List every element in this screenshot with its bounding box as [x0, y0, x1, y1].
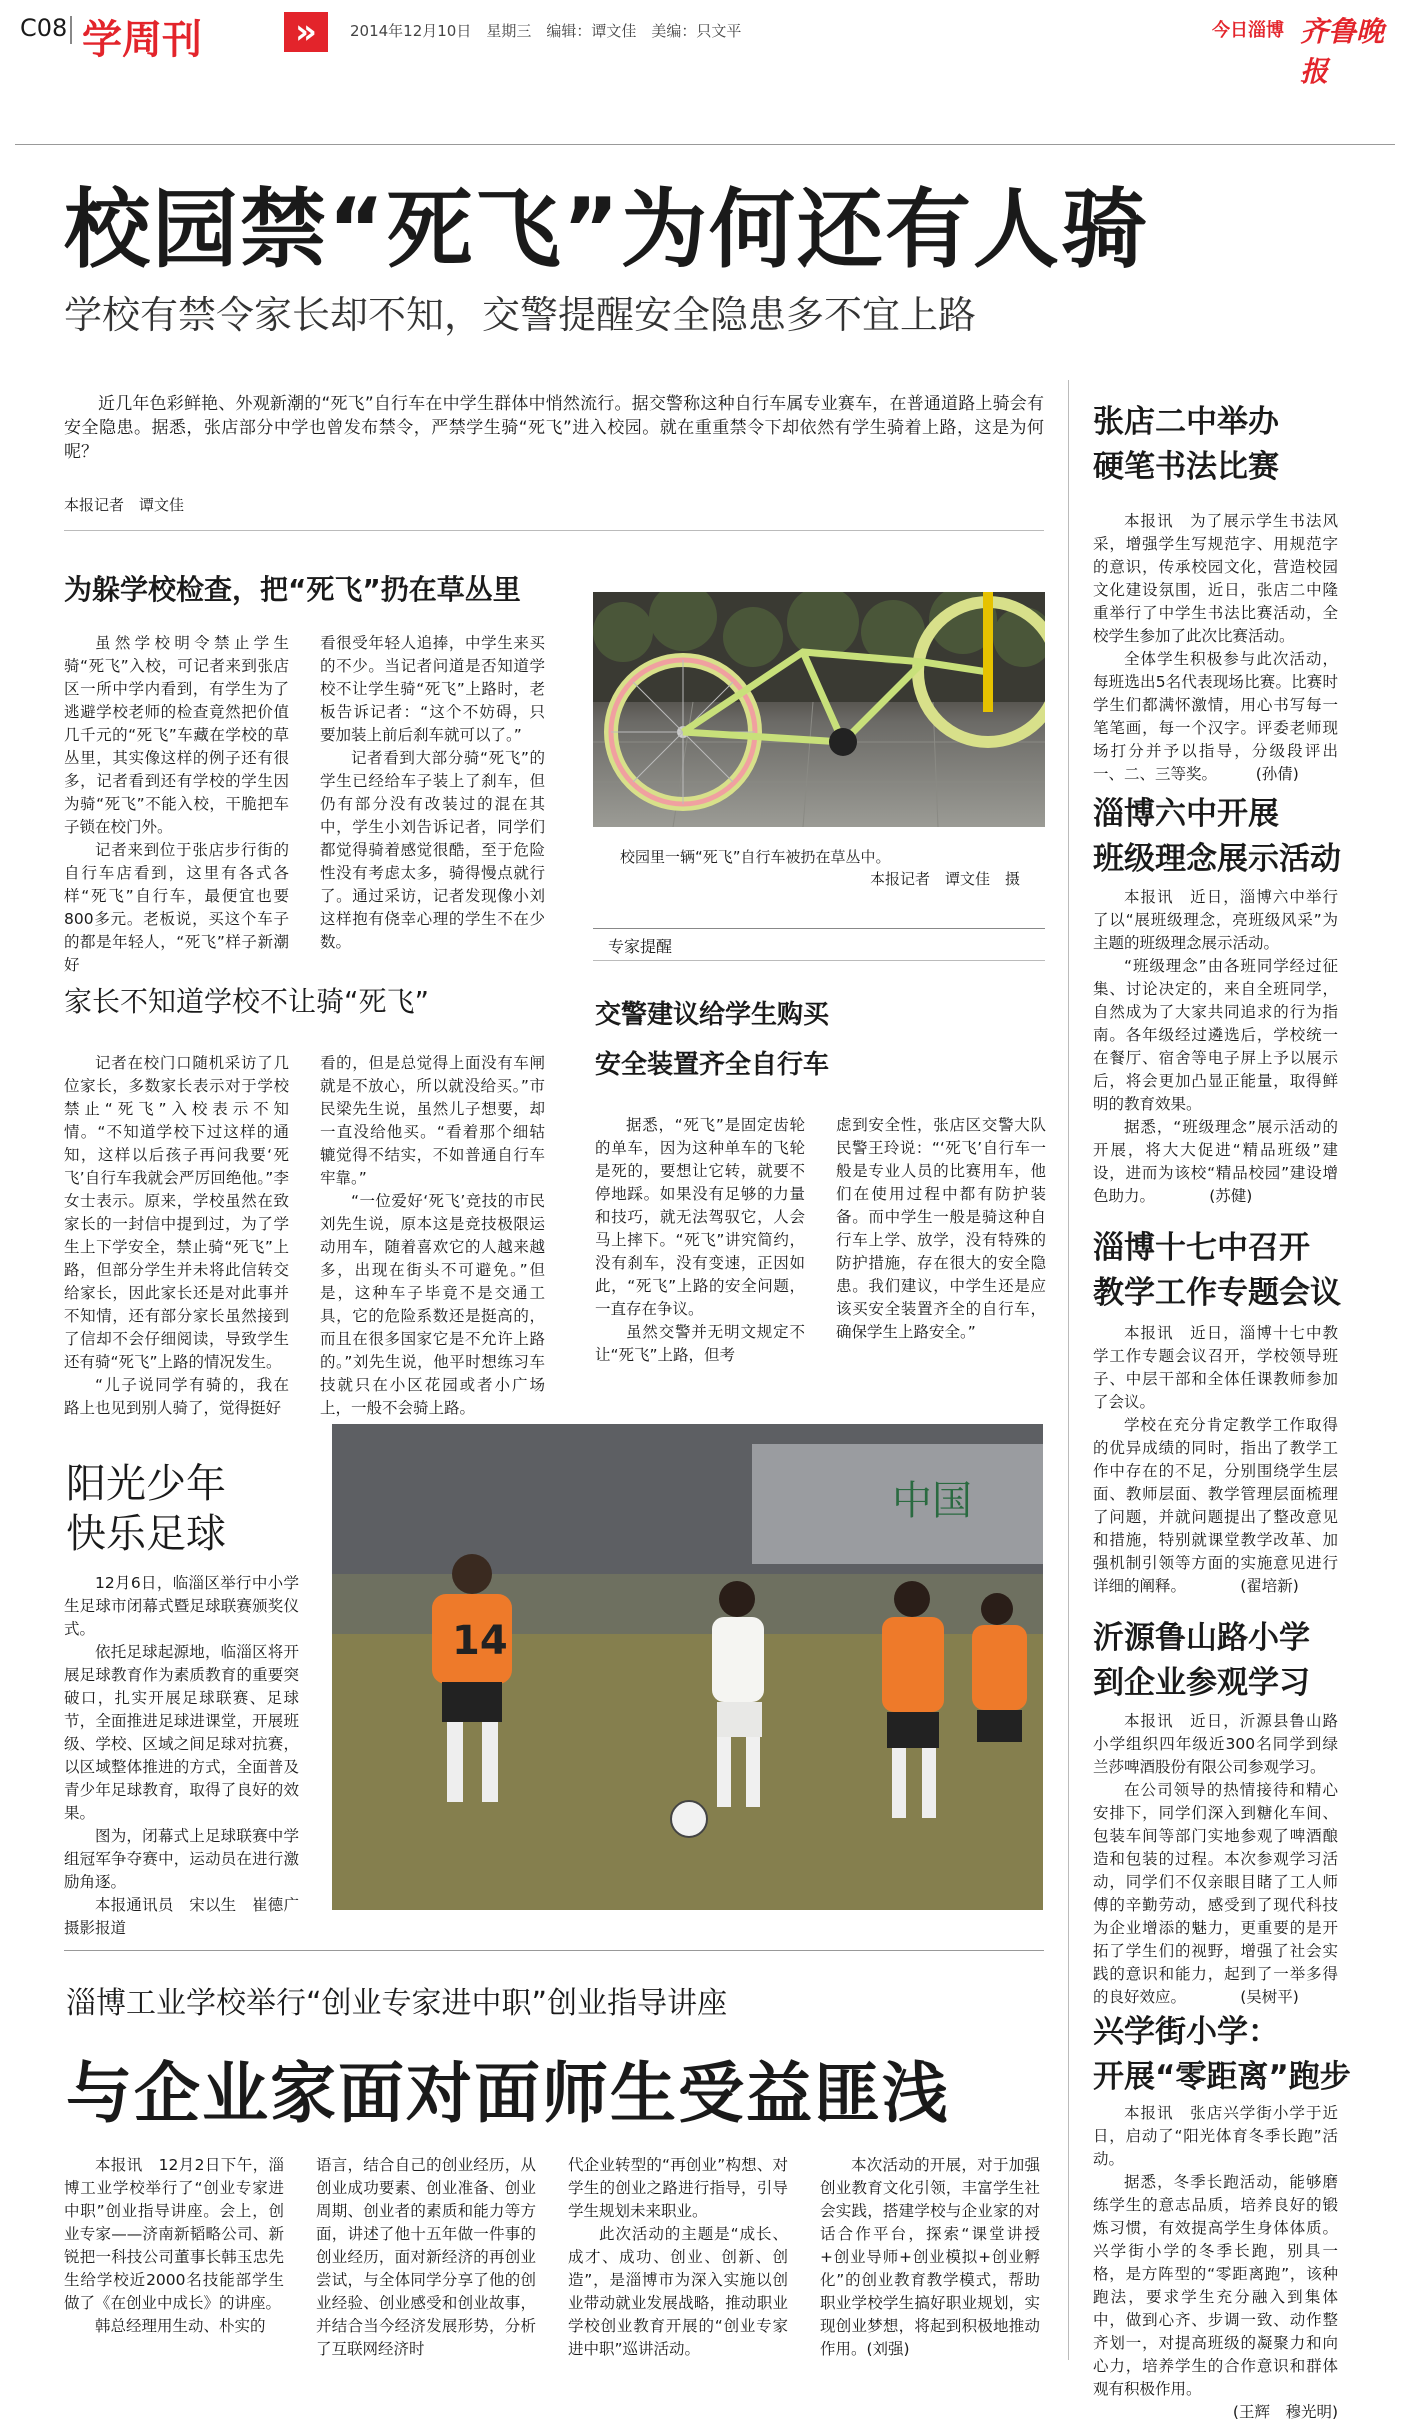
- sidebar-item-3-body: 本报讯 近日，淄博十七中教学工作专题会议召开，学校领导班子、中层干部和全体任课教师参加了会议。 学校在充分肯定教学工作取得的优异成绩的同时，指出了教学工作中存在的不足，分别围绕学生层面、教师层面、教学管理层面梳理了问题，并就问题提出了整改意见和措施，特别就课堂教学改革、加强机制引领等方面的实施意见进行详细的阐释。 (翟培新): [1093, 1324, 1338, 1595]
- photo1-caption: 校园里一辆“死飞”自行车被扔在草丛中。: [620, 848, 891, 866]
- sidebar-item-2-title: 淄博六中开展 班级理念展示活动: [1093, 796, 1341, 877]
- section1-heading: 为躲学校检查，把“死飞”扔在草丛里: [64, 573, 521, 606]
- section1-col2: 看很受年轻人追捧，中学生来买的不少。当记者问道是否知道学校不让学生骑“死飞”上路时，老板告诉记者：“这个不妨碍，只要加装上前后刹车就可以了。” 记者看到大部分骑“死飞”的学生已经给车子装上了刹车，但仍有部分没有改装过的混在其中，学生小刘告诉记者，同学们都觉得骑着感觉很酷，至于危险性没有考虑太多，骑得慢点就行了。通过采访，记者发现像小刘这样抱有侥幸心理的学生不在少数。: [320, 634, 545, 951]
- bottom-col1: 本报讯 12月2日下午，淄博工业学校举行了“创业专家进中职”创业指导讲座。会上，创业专家——济南新韬略公司、新锐把一科技公司董事长韩玉忠先生给学校近2000名技能部学生做了《在创业中成长》的讲座。 韩总经理用生动、朴实的: [64, 2156, 284, 2335]
- lead-intro: 近几年色彩鲜艳、外观新潮的“死飞”自行车在中学生群体中悄然流行。据交警称这种自行车属专业赛车，在普通道路上骑会有安全隐患。据悉，张店部分中学也曾发布禁令，严禁学生骑“死飞”进入校园。就在重重禁令下却依然有学生骑着上路，这是为何呢？: [64, 394, 1044, 462]
- bottom-col3: 代企业转型的“再创业”构想、对学生的创业之路进行指导，引导学生规划未来职业。 此次活动的主题是“成长、成才、成功、创业、创新、创造”，是淄博市为深入实施以创业带动就业发展战略，推动职业学校创业教育开展的“创业专家进中职”巡讲活动。: [568, 2156, 788, 2358]
- section2-heading: 家长不知道学校不让骑“死飞”: [64, 985, 430, 1018]
- lead-byline: 本报记者 谭文佳: [64, 496, 185, 514]
- dateline: 2014年12月10日 星期三 编辑：谭文佳 美编：只文平: [350, 22, 742, 40]
- photo1-credit: 本报记者 谭文佳 摄: [870, 870, 1021, 888]
- bicycle-photo: [593, 592, 1045, 827]
- football-title-1: 阳光少年: [66, 1461, 226, 1507]
- section1-col1: 虽然学校明令禁止学生骑“死飞”入校，可记者来到张店区一所中学内看到，有学生为了逃避学校老师的检查竟然把价值几千元的“死飞”车藏在学校的草丛里，其实像这样的例子还有很多，记者看到还有学校的学生因为骑“死飞”不能入校，干脆把车子锁在校门外。 记者来到位于张店步行街的自行车店看到，这里有各式各样“死飞”自行车，最便宜也要800多元。老板说，买这个车子的都是年轻人，“死飞”样子新潮好: [64, 634, 289, 974]
- brand-logo: 齐鲁晚报: [1300, 15, 1385, 88]
- section2-col1: 记者在校门口随机采访了几位家长，多数家长表示对于学校禁止“死飞”入校表示不知情。“不知道学校下过这样的通知，这样以后孩子再问我要‘死飞’自行车我就会严厉回绝他。”李女士表示。原来，学校虽然在致家长的一封信中提到过，为了学生上下学安全，禁止骑“死飞”上路，但部分学生并未将此信转交给家长，因此家长还是对此事并不知情，还有部分家长虽然接到了信却不会仔细阅读，导致学生还有骑“死飞”上路的情况发生。 “儿子说同学有骑的，我在路上也见到别人骑了，觉得挺好: [64, 1054, 289, 1417]
- brand-small: 今日淄博: [1212, 20, 1284, 41]
- expert-col1: 据悉，“死飞”是固定齿轮的单车，因为这种单车的飞轮是死的，要想让它转，就要不停地踩。如果没有足够的力量和技巧，就无法驾驭它，人会马上摔下。“死飞”讲究简约，没有刹车，没有变速，正因如此，“死飞”上路的安全问题，一直存在争议。 虽然交警并无明文规定不让“死飞”上路，但考: [595, 1116, 805, 1364]
- expert-top-rule: [593, 928, 1045, 929]
- expert-tag-rule: [593, 960, 1045, 961]
- expert-heading-2: 安全装置齐全自行车: [595, 1050, 830, 1080]
- section-title: 学周刊: [82, 17, 202, 63]
- bicycle-illustration: [593, 592, 1045, 827]
- sidebar-item-2-body: 本报讯 近日，淄博六中举行了以“展班级理念，亮班级风采”为主题的班级理念展示活动。 “班级理念”由各班同学经过征集、讨论决定的，来自全班同学，自然成为了大家共同追求的行为指南。各年级经过遴选后，学校统一在餐厅、宿舍等电子屏上予以展示后，将会更加凸显正能量，取得鲜明的教育效果。 据悉，“班级理念”展示活动的开展，将大大促进“精品班级”建设，进而为该校“精品校园”建设增色助力。 (苏健): [1093, 888, 1338, 1205]
- expert-tag: 专家提醒: [608, 937, 673, 956]
- bottom-col4: 本次活动的开展，对于加强创业教育文化引领，丰富学生社会实践，搭建学校与企业家的对话合作平台，探索“课堂讲授+创业导师+创业模拟+创业孵化”的创业教育教学模式，帮助职业学校学生搞好职业规划，实现创业梦想，将起到积极地推动作用。(刘强): [820, 2156, 1040, 2358]
- football-ball: [671, 1801, 707, 1837]
- bottom-rule: [64, 1950, 1044, 1951]
- sidebar-item-4-body: 本报讯 近日，沂源县鲁山路小学组织四年级近300名同学到绿兰莎啤酒股份有限公司参观学习。 在公司领导的热情接待和精心安排下，同学们深入到糖化车间、包装车间等部门实地参观了啤酒酿造和包装的过程。本次参观学习活动，同学们不仅亲眼目睹了工人师傅的辛勤劳动，感受到了现代科技为企业增添的魅力，更重要的是开拓了学生们的视野，增强了社会实践的意识和能力，起到了一举多得的良好效应。 (吴树平): [1093, 1712, 1338, 2006]
- expert-heading-1: 交警建议给学生购买: [595, 1000, 830, 1030]
- sidebar-item-1-title: 张店二中举办 硬笔书法比赛: [1093, 404, 1279, 485]
- sidebar-item-4-title: 沂源鲁山路小学 到企业参观学习: [1093, 1620, 1310, 1701]
- bottom-headline: 与企业家面对面师生受益匪浅: [66, 2055, 950, 2132]
- football-title-2: 快乐足球: [66, 1511, 226, 1557]
- header-divider: [70, 16, 72, 44]
- expert-col2: 虑到安全性，张店区交警大队民警王玲说：“‘死飞’自行车一般是专业人员的比赛用车，他们在使用过程中都有防护装备。而中学生一般是骑这种自行车上学、放学，没有特殊的防护措施，存在很大的安全隐患。我们建议，中学生还是应该买安全装置齐全的自行车，确保学生上路安全。”: [836, 1116, 1046, 1341]
- bottom-col2: 语言，结合自己的创业经历，从创业成功要素、创业准备、创业周期、创业者的素质和能力等方面，讲述了他十五年做一件事的创业经历，面对新经济的再创业尝试，与全体同学分享了他的创业经验、创业感受和创业故事，并结合当今经济发展形势，分析了互联网经济时: [316, 2156, 536, 2358]
- section-arrow-icon: »: [284, 12, 328, 52]
- header-rule: [15, 144, 1395, 145]
- banner-text: 中国: [892, 1478, 972, 1524]
- lead-subheadline: 学校有禁令家长却不知，交警提醒安全隐患多不宜上路: [64, 293, 977, 337]
- lead-headline: 校园禁“死飞”为何还有人骑: [64, 180, 1150, 280]
- byline-rule: [64, 530, 1044, 531]
- sidebar-item-1-body: 本报讯 为了展示学生书法风采，增强学生写规范字、用规范字的意识，传承校园文化，营造校园文化建设氛围，近日，张店二中隆重举行了中学生书法比赛活动，全校学生参加了此次比赛活动。 全体学生积极参与此次活动，每班选出5名代表现场比赛。比赛时学生们都满怀激情，用心书写每一笔笔画，每一个汉字。评委老师现场打分并予以指导，分级段评出一、二、三等奖。 (孙倩): [1093, 512, 1338, 783]
- football-text: 12月6日，临淄区举行中小学生足球市闭幕式暨足球联赛颁奖仪式。 依托足球起源地，临淄区将开展足球教育作为素质教育的重要突破口，扎实开展足球联赛、足球节，全面推进足球进课堂，开展班级、学校、区域之间足球对抗赛，以区域整体推进的方式，全面普及青少年足球教育，取得了良好的效果。 图为，闭幕式上足球联赛中学组冠军争夺赛中，运动员在进行激励角逐。 本报通讯员 宋以生 崔德广 摄影报道: [64, 1574, 315, 1937]
- sidebar-divider: [1068, 380, 1069, 2360]
- bottom-kicker: 淄博工业学校举行“创业专家进中职”创业指导讲座: [66, 1986, 728, 2021]
- section2-col2: 看的，但是总觉得上面没有车闸就是不放心，所以就没给买。”市民梁先生说，虽然儿子想要，却一直没给他买。“看着那个细轱辘觉得不结实，不如普通自行车牢靠。” “一位爱好‘死飞’竞技的市民刘先生说，原本这是竞技极限运动用车，随着喜欢它的人越来越多，出现在街头不可避免。”但是，这种车子毕竟不是交通工具，它的危险系数还是挺高的，而且在很多国家它是不允许上路的。”刘先生说，他平时想练习车技就只在小区花园或者小广场上，一般不会骑上路。: [320, 1054, 545, 1417]
- page-code: C08: [20, 14, 68, 42]
- sidebar-item-3-title: 淄博十七中召开 教学工作专题会议: [1093, 1230, 1341, 1311]
- sidebar-item-5-body: 本报讯 张店兴学街小学于近日，启动了“阳光体育冬季长跑”活动。 据悉，冬季长跑活动，能够磨练学生的意志品质，培养良好的锻炼习惯，有效提高学生身体体质。兴学街小学的冬季长跑，别具一格，是方阵型的“零距离跑”，该种跑法，要求学生充分融入到集体中，做到心齐、步调一致、动作整齐划一，对提高班级的凝聚力和向心力，培养学生的合作意识和群体观有积极作用。 (王辉 穆光明): [1093, 2104, 1338, 2421]
- sidebar-item-5-title: 兴学街小学： 开展“零距离”跑步: [1093, 2014, 1351, 2095]
- svg-text:14: 14: [452, 1618, 508, 1664]
- football-photo: [332, 1424, 1043, 1910]
- football-illustration: [332, 1424, 1043, 1910]
